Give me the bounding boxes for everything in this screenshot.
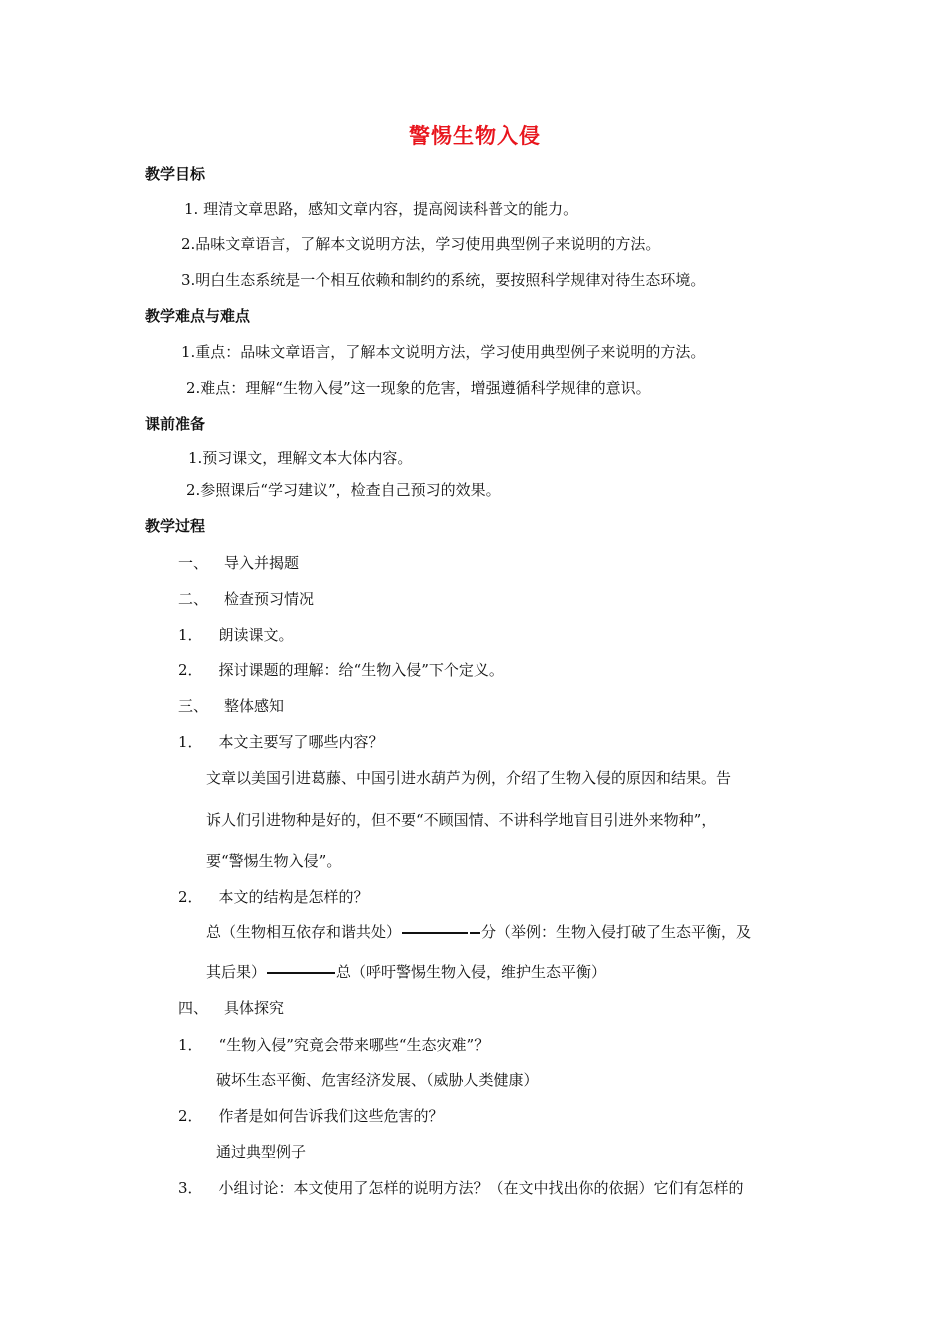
difficulty-item-2: 2.难点：理解“生物入侵”这一现象的危害，增强遵循科学规律的意识。: [186, 379, 651, 397]
dash-connector: [267, 972, 335, 974]
question-number: 2．: [178, 661, 203, 679]
step-text: 检查预习情况: [224, 590, 315, 608]
structure-text: 其后果）: [206, 963, 267, 981]
step-2-question-1: [178, 625, 294, 645]
step-number: 二、: [178, 590, 209, 608]
step-text: 具体探究: [224, 999, 285, 1017]
answer-line: 文章以美国引进葛藤、中国引进水葫芦为例，介绍了生物入侵的原因和结果。告: [206, 769, 732, 787]
heading-process: 教学过程: [145, 517, 206, 535]
question-text: 小组讨论：本文使用了怎样的说明方法？（在文中找出你的依据）它们有怎样的: [218, 1179, 744, 1197]
goal-item-2: 2.品味文章语言，了解本文说明方法，学习使用典型例子来说明的方法。: [181, 235, 661, 253]
document-title: 警惕生物入侵: [409, 124, 541, 148]
process-step-2: [178, 589, 314, 609]
question-number: 2．: [178, 888, 203, 906]
goal-item-1: 1. 理清文章思路，感知文章内容，提高阅读科普文的能力。: [184, 200, 579, 218]
question-text: 本文的结构是怎样的？: [218, 888, 369, 906]
question-text: 朗读课文。: [218, 626, 294, 644]
step-text: 整体感知: [224, 697, 285, 715]
structure-text: 分（举例：生物入侵打破了生态平衡，及: [481, 923, 752, 941]
process-step-3: [178, 696, 284, 716]
process-step-4: [178, 998, 284, 1018]
step-4-question-2: [178, 1106, 444, 1126]
dash-connector: [470, 932, 480, 934]
structure-text: 总（呼吁警惕生物入侵，维护生态平衡）: [336, 963, 607, 981]
question-text: 探讨课题的理解：给“生物入侵”下个定义。: [218, 661, 504, 679]
question-number: 3．: [178, 1179, 203, 1197]
answer-line: 通过典型例子: [216, 1143, 307, 1161]
answer-line: 破坏生态平衡、危害经济发展、（威胁人类健康）: [216, 1071, 539, 1089]
structure-text: 总（生物相互依存和谐共处）: [206, 923, 402, 941]
structure-line-2: [206, 962, 606, 982]
step-3-question-2: [178, 887, 369, 907]
heading-teaching-goals: 教学目标: [145, 165, 206, 183]
question-number: 2．: [178, 1107, 203, 1125]
difficulty-item-1: 1.重点：品味文章语言，了解本文说明方法，学习使用典型例子来说明的方法。: [181, 343, 706, 361]
answer-line: 诉人们引进物种是好的，但不要“不顾国情、不讲科学地盲目引进外来物种”，: [206, 811, 717, 829]
structure-line-1: [206, 922, 751, 942]
question-text: 本文主要写了哪些内容？: [218, 733, 384, 751]
heading-preparation: 课前准备: [145, 415, 206, 433]
step-4-question-3: [178, 1178, 744, 1198]
answer-line: 要“警惕生物入侵”。: [206, 852, 342, 870]
question-text: 作者是如何告诉我们这些危害的？: [218, 1107, 444, 1125]
dash-connector: [402, 932, 468, 934]
goal-item-3: 3.明白生态系统是一个相互依赖和制约的系统，要按照科学规律对待生态环境。: [181, 271, 706, 289]
step-2-question-2: [178, 660, 504, 680]
prep-item-1: 1.预习课文，理解文本大体内容。: [188, 449, 413, 467]
step-number: 四、: [178, 999, 209, 1017]
step-4-question-1: [178, 1035, 489, 1055]
question-number: 1．: [178, 733, 203, 751]
question-text: “生物入侵”究竟会带来哪些“生态灾难”？: [218, 1036, 490, 1054]
question-number: 1．: [178, 626, 203, 644]
step-3-question-1: [178, 732, 384, 752]
heading-difficulties: 教学难点与难点: [145, 307, 251, 325]
step-number: 三、: [178, 697, 209, 715]
question-number: 1．: [178, 1036, 203, 1054]
step-number: 一、: [178, 554, 209, 572]
prep-item-2: 2.参照课后“学习建议”，检查自己预习的效果。: [186, 481, 501, 499]
step-text: 导入并揭题: [224, 554, 300, 572]
process-step-1: [178, 553, 299, 573]
